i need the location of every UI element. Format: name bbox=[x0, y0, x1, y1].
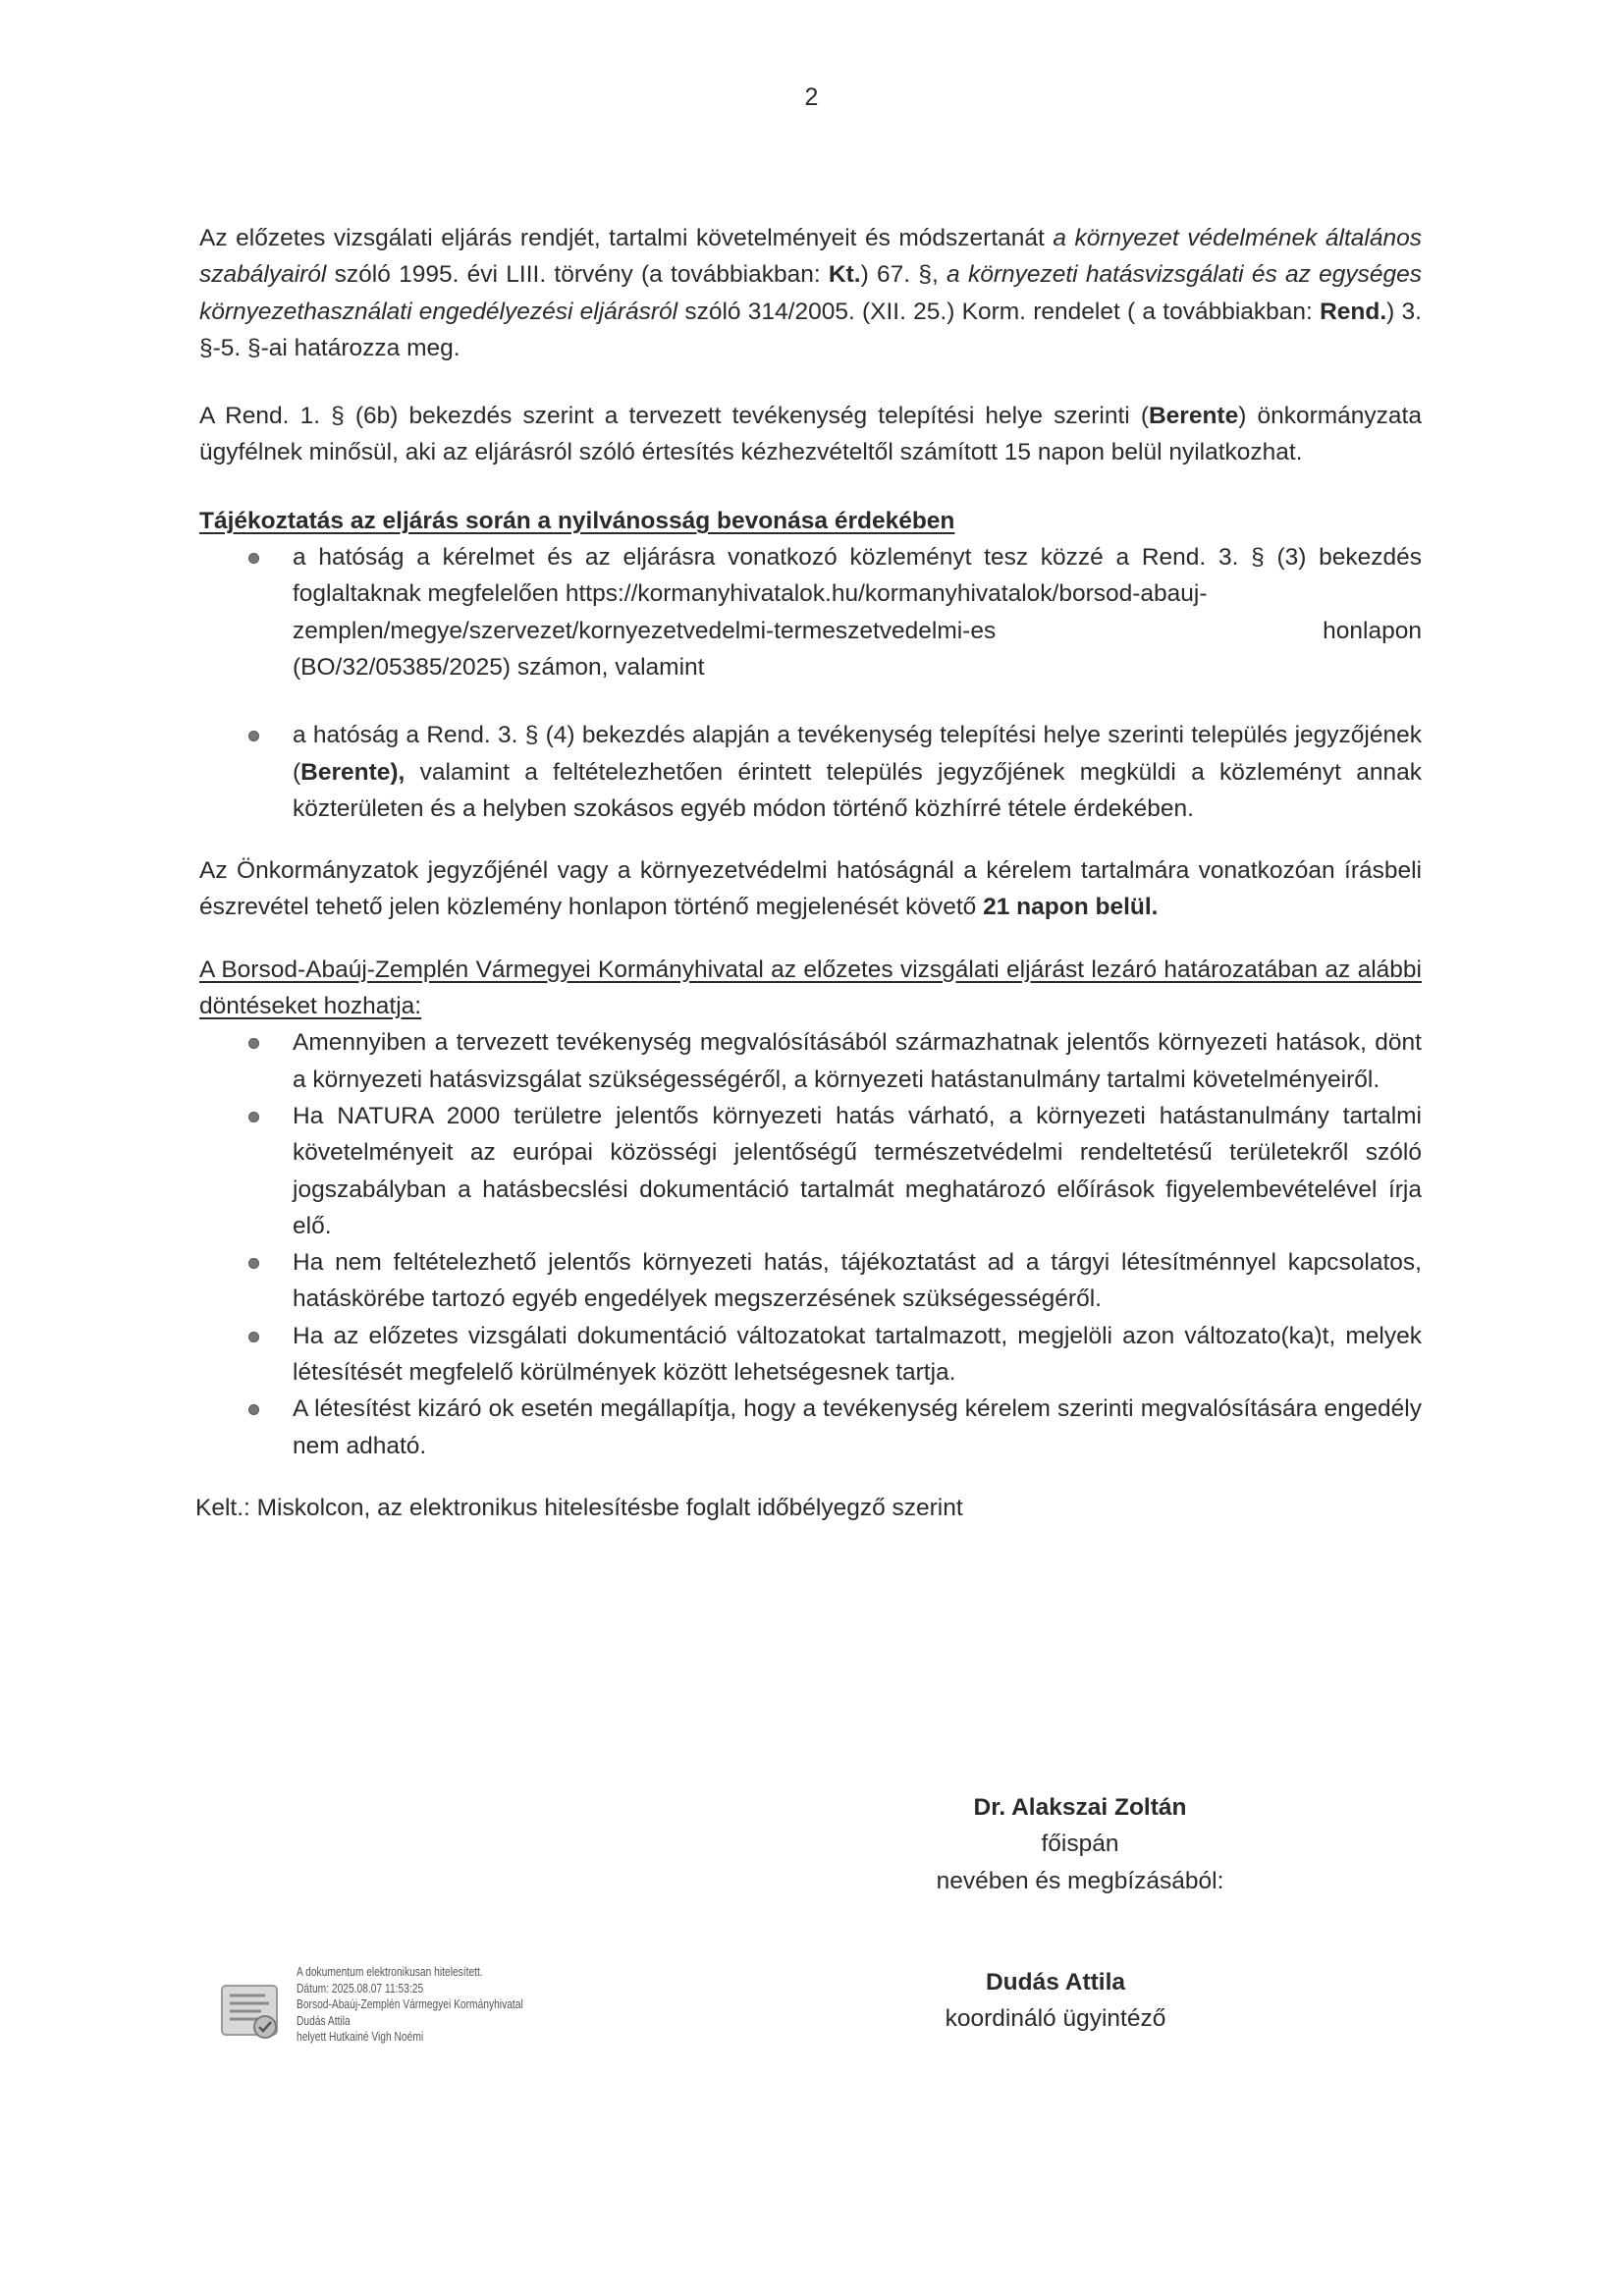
stamp-text: A dokumentum elektronikusan hitelesített. Dátum: 2025.08.07 11:53:25 Borsod-Abaúj-Zemplén Vármegyei Kormányhivatal Dudás Attila helyett Hutkainé Vigh Noémi bbox=[297, 1965, 523, 2044]
seal-icon bbox=[216, 1976, 287, 2047]
bullet-icon bbox=[248, 1404, 259, 1415]
list-item: Ha nem feltételezhető jelentős környezeti hatás, tájékoztatást ad a tárgyi létesítménnyel kapcsolatos, hatáskörébe tartozó egyéb engedélyek megszerzésének szükségességéről. bbox=[199, 1244, 1422, 1318]
signer-capacity: nevében és megbízásából: bbox=[936, 1867, 1224, 1894]
decisions-list bbox=[199, 1024, 1422, 1464]
list-item: a hatóság a Rend. 3. § (4) bekezdés alapján a tevékenység telepítési helye szerinti település jegyzőjének (Berente), valamint a feltételezhetően érintett település jegyzőjének megküldi a közleményt annak közterületen és a helyben szokásos egyéb módon történő közhírré tétele érdekében. bbox=[199, 717, 1422, 827]
publicity-heading: Tájékoztatás az eljárás során a nyilvánosság bevonása érdekében bbox=[199, 507, 955, 534]
signer-title: főispán bbox=[1041, 1831, 1119, 1858]
page-number: 2 bbox=[804, 83, 819, 111]
place-date-line: Kelt.: Miskolcon, az elektronikus hitelesítésbe foglalt időbélyegző szerint bbox=[195, 1494, 963, 1521]
client-status-paragraph: A Rend. 1. § (6b) bekezdés szerint a tervezett tevékenység telepítési helye szerinti (Berente) önkormányzata ügyfélnek minősül, aki az eljárásról szóló értesítés kézhezvételtől számított 15 napon belül nyilatkozhat. bbox=[199, 403, 1422, 466]
bullet-icon bbox=[248, 1258, 259, 1269]
publicity-list bbox=[199, 539, 1422, 827]
bullet-icon bbox=[248, 1332, 259, 1342]
intro-paragraph: Az előzetes vizsgálati eljárás rendjét, tartalmi követelményeit és módszertanát a környezet védelmének általános szabályairól szóló 1995. évi LIII. törvény (a továbbiakban: Kt.) 67. §, a környezeti hatásvizsgálati és az egységes környezethasználati engedélyezési eljárásról szóló 314/2005. (XII. 25.) Korm. rendelet ( a továbbiakban: Rend.) 3. §-5. §-ai határozza meg. bbox=[199, 225, 1423, 361]
signer-name: Dr. Alakszai Zoltán bbox=[973, 1794, 1187, 1821]
list-item: Ha NATURA 2000 területre jelentős környezeti hatás várható, a környezeti hatástanulmány tartalmi követelményeit az európai közösségi jelentőségű természetvédelmi rendeltetésű területekről szóló jogszabályban a hatásbecslési dokumentáció tartalmát meghatározó előírások figyelembevételével írja elő. bbox=[199, 1098, 1422, 1244]
signer-name: Dudás Attila bbox=[985, 1969, 1126, 1995]
signature-block-primary bbox=[884, 1789, 1276, 1899]
bullet-icon bbox=[248, 1112, 259, 1122]
list-item: A létesítést kizáró ok esetén megállapítja, hogy a tevékenység kérelem szerinti megvalósítására engedély nem adható. bbox=[199, 1391, 1422, 1464]
electronic-authentication-stamp bbox=[216, 1964, 628, 2072]
list-item: a hatóság a kérelmet és az eljárásra vonatkozó közleményt tesz közzé a Rend. 3. § (3) bekezdés foglaltaknak megfelelően https://kormanyhivatalok.hu/kormanyhivatalok/borsod-abauj- zemplen/megye/szervezet/kornyezetvedelmi-termeszetvedelmi-es honlapon (BO/32/05385/2025) számon, valamint bbox=[199, 539, 1422, 685]
bullet-icon bbox=[248, 553, 259, 564]
bullet-icon bbox=[248, 731, 259, 741]
document-body bbox=[195, 220, 1423, 1526]
signer-title: koordináló ügyintéző bbox=[945, 2005, 1166, 2033]
decisions-heading: A Borsod-Abaúj-Zemplén Vármegyei Kormányhivatal az előzetes vizsgálati eljárást lezáró határozatában az alábbi döntéseket hozhatja: bbox=[199, 956, 1422, 1020]
comment-deadline-paragraph: Az Önkormányzatok jegyzőjénél vagy a környezetvédelmi hatóságnál a kérelem tartalmára vonatkozóan írásbeli észrevétel tehető jelen közlemény honlapon történő megjelenését követő 21 napon belül. bbox=[199, 857, 1422, 921]
list-item: Ha az előzetes vizsgálati dokumentáció változatokat tartalmazott, megjelöli azon változato(ka)t, melyek létesítését megfelelő körülmények között lehetségesnek tartja. bbox=[199, 1318, 1422, 1392]
bullet-icon bbox=[248, 1038, 259, 1049]
signature-block-secondary bbox=[859, 1964, 1252, 2038]
list-item: Amennyiben a tervezett tevékenység megvalósításából származhatnak jelentős környezeti hatások, dönt a környezeti hatásvizsgálat szükségességéről, a környezeti hatástanulmány tartalmi követelményeiről. bbox=[199, 1024, 1422, 1098]
